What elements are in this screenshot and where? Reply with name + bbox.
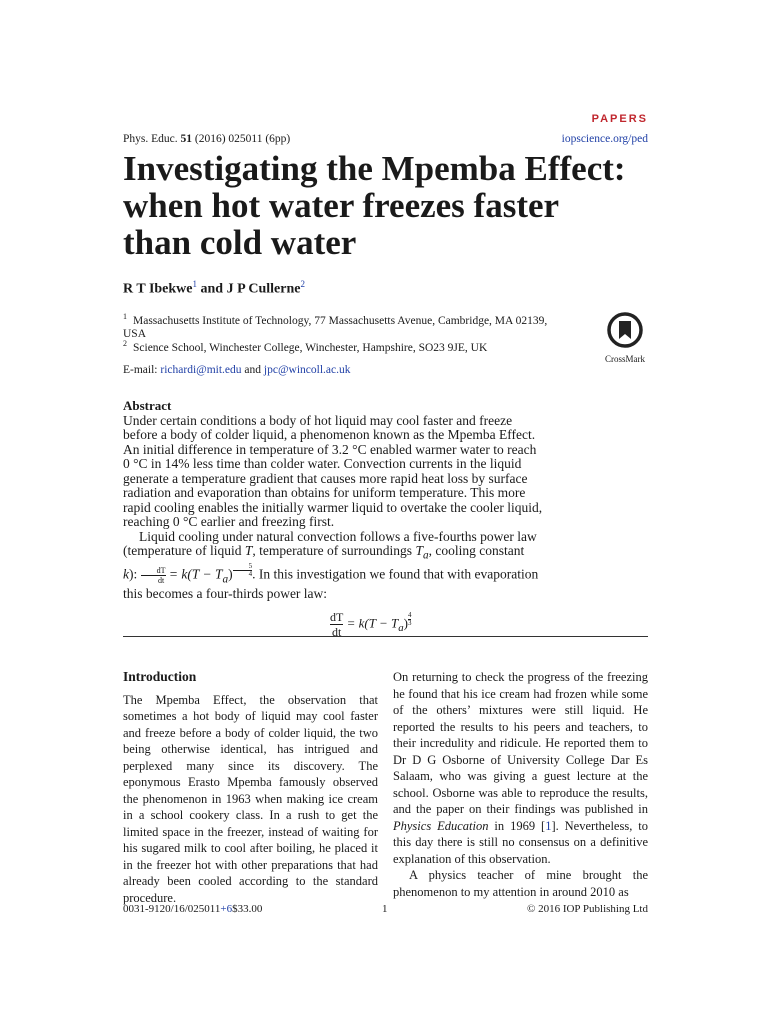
body-paragraph: On returning to check the progress of the freezing he found that his ice cream had frozen while some of the others’ mixtures were still liquid. He reported the results to his peers and teachers, to their incredulity and ridicule. He reported them to Dr D G Osborne of University College Dar Es Salaam, who was giving a guest lecture at the school. Osborne was able to reproduce the results, and the paper on their findings was published in Physics Education in 1969 [1]. Nevertheless, to this day there is still no consensus on a definitive explanation of this observation. [393,670,648,866]
footer-link[interactable]: +6 [220,903,233,915]
volume-number: 51 [180,133,192,145]
email-link[interactable]: jpc@wincoll.ac.uk [263,364,351,376]
display-equation: $\frac{dT}{dt}$ = $k(T - T_a)$ $^{\frac{4}{3}}$ [330,610,412,639]
inline-derivative: $\frac{dT}{dt}$ [141,566,166,585]
email-line: E-mail: richardi@mit.edu and jpc@wincoll.ac.uk [123,364,351,376]
author-list: R T Ibekwe$^1$ and J P Cullerne$^2$ [123,279,305,297]
section-heading: Introduction [123,669,197,684]
abstract [123,399,543,601]
footer-code: 0031-9120/16/025011+6$33.00 [123,903,263,915]
title-line: than cold water [123,223,357,262]
crossmark-icon [607,312,643,348]
abstract-divider [123,636,648,637]
email-link[interactable]: richardi@mit.edu [160,364,242,376]
section-label: PAPERS [591,113,648,125]
paper-title [123,150,663,261]
intro-right-column [393,669,648,900]
body-paragraph: A physics teacher of mine brought the phenomenon to my attention in around 2010 as [393,868,648,899]
affiliation-2: $^2$ Science School, Winchester College, Winchester, Hampshire, SO23 9JE, UK [123,339,488,354]
abstract-paragraph: Under certain conditions a body of hot liquid may cool faster and freeze before a body of colder liquid, a phenomenon known as the Mpemba Effect. An initial difference in temperature of 3.2 °C enabled warmer water to reach 0 °C in 14% less time than colder water. Convection currents in the liquid generate a temperature gradient that causes more rapid heat loss by surface radiation and evaporation than obtains for uniform temperature. This more rapid cooling enables the initially warmer liquid to overtake the cooler liquid, reaching 0 °C earlier and freezing first. [123,412,543,529]
page-number: 1 [382,903,388,915]
title-line: Investigating the Mpemba Effect: [123,149,626,188]
author-name: R T Ibekwe [123,281,193,297]
abstract-paragraph: Liquid cooling under natural convection follows a five-fourths power law (temperature of liquid T, temperature of surroundings $T_a$, cooling constant k): $\frac{dT}{dt}$ = $k(T - T_a)$ $^{\frac{5}{4}}$ . In this investigation we found that with evaporation this becomes a four-thirds power law: [123,528,539,601]
author-affiliation-link[interactable]: 2 [300,279,305,289]
crossmark-label: CrossMark [605,354,645,364]
author-affiliation-link[interactable]: 1 [192,279,198,289]
journal-citation: Phys. Educ. 51 (2016) 025011 (6pp) [123,133,291,145]
journal-site-link[interactable]: iopscience.org/ped [561,133,648,145]
title-line: when hot water freezes faster [123,186,560,225]
author-name: J P Cullerne [226,281,301,297]
copyright: © 2016 IOP Publishing Ltd [526,903,648,915]
crossmark-badge[interactable] [600,312,650,364]
inline-exponent: 5 4 [233,563,253,578]
reference-link[interactable]: 1 [545,818,552,833]
body-paragraph: The Mpemba Effect, the observation that sometimes a hot body of liquid may cool faster and freeze before a body of colder liquid, the two being otherwise identical, has intrigued and perplexed many since its discovery. The eponymous Erasto Mpemba famously observed the phenomenon in 1963 when making ice cream in a school cookery class. In a rush to get the limited space in the freezer, instead of waiting for his sugared milk to cool after boiling, he placed it in the freezer hot with other preparations that had already been cooled according to the standard procedure. [123,692,378,905]
intro-left-column [123,669,378,906]
affiliation-1: $^1$ Massachusetts Institute of Technology, 77 Massachusetts Avenue, Cambridge, MA 02139, USA [123,312,548,340]
abstract-heading: Abstract [123,398,172,413]
